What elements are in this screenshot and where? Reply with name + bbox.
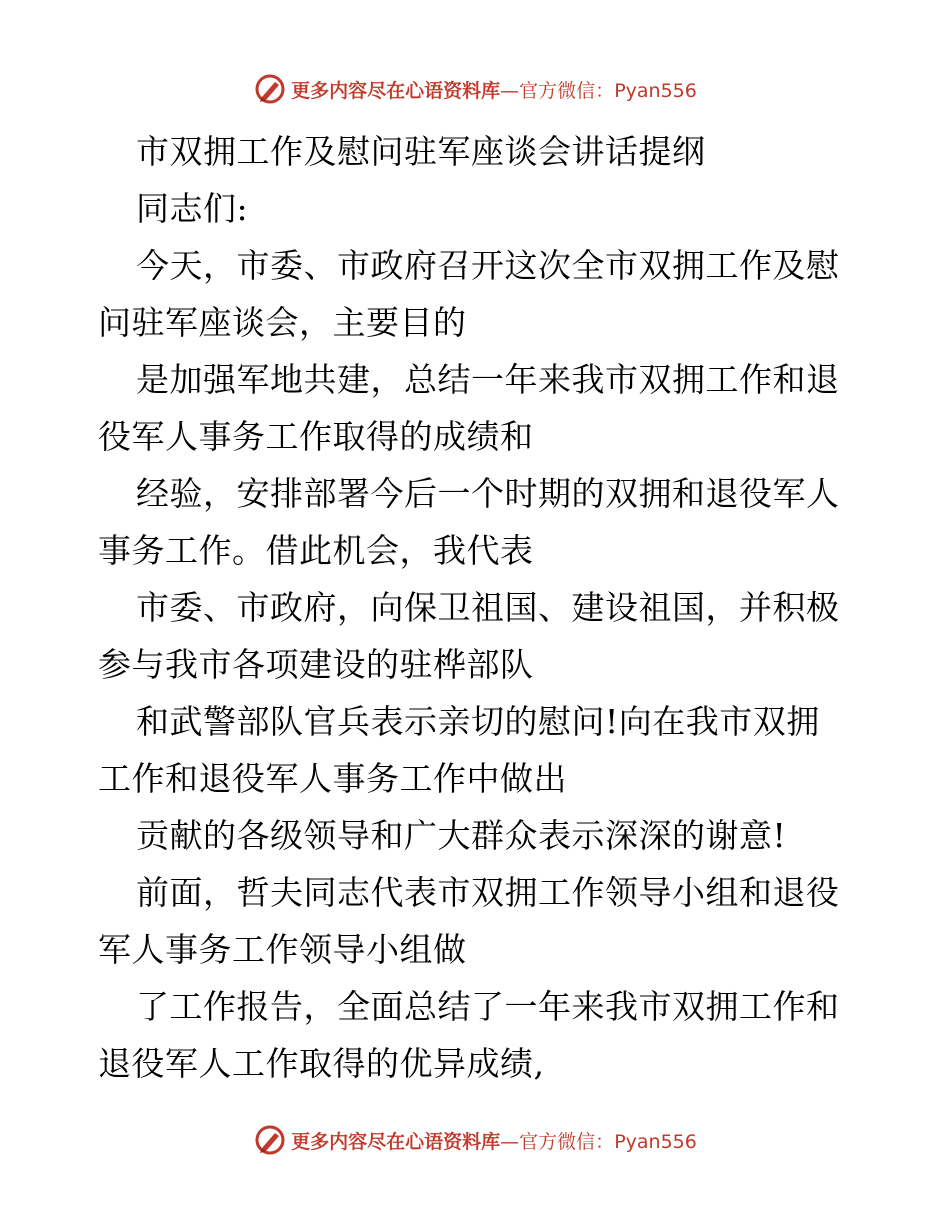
- header-brand-id: Pyan556: [614, 79, 697, 102]
- text-line: 和武警部队官兵表示亲切的慰问!向在我市双拥: [136, 702, 820, 741]
- footer-brand-official: 官方微信：: [519, 1130, 615, 1153]
- text-line: 市委、市政府，向保卫祖国、建设祖国，并积极: [136, 588, 840, 627]
- header-brand-separator: —: [500, 79, 520, 102]
- footer-brand-id: Pyan556: [614, 1130, 697, 1153]
- text-line: 了工作报告，全面总结了一年来我市双拥工作和: [136, 987, 840, 1026]
- text-line: 参与我市各项建设的驻桦部队: [98, 645, 534, 684]
- pen-logo-icon: [253, 1123, 287, 1157]
- text-line: 事务工作。借此机会，我代表: [98, 531, 534, 570]
- document-title: 市双拥工作及慰问驻军座谈会讲话提纲: [136, 132, 706, 171]
- header-brand-main: 更多内容尽在心语资料库: [291, 79, 501, 102]
- document-body: [98, 123, 858, 1092]
- footer-brand-separator: —: [500, 1130, 520, 1153]
- footer-watermark: [0, 1122, 950, 1158]
- salutation: 同志们:: [136, 189, 249, 228]
- pen-logo-icon: [253, 72, 287, 106]
- text-line: 今天，市委、市政府召开这次全市双拥工作及慰: [136, 246, 840, 285]
- text-line: 贡献的各级领导和广大群众表示深深的谢意!: [136, 816, 787, 855]
- text-line: 军人事务工作领导小组做: [98, 930, 467, 969]
- header-brand-official: 官方微信：: [519, 79, 615, 102]
- text-line: 经验，安排部署今后一个时期的双拥和退役军人: [136, 474, 840, 513]
- text-line: 前面，哲夫同志代表市双拥工作领导小组和退役: [136, 873, 840, 912]
- footer-brand-main: 更多内容尽在心语资料库: [291, 1130, 501, 1153]
- text-line: 是加强军地共建，总结一年来我市双拥工作和退: [136, 360, 840, 399]
- text-line: 役军人事务工作取得的成绩和: [98, 417, 534, 456]
- text-line: 退役军人工作取得的优异成绩,: [98, 1044, 545, 1083]
- text-line: 问驻军座谈会，主要目的: [98, 303, 467, 342]
- header-watermark: [0, 71, 950, 107]
- text-line: 工作和退役军人事务工作中做出: [98, 759, 567, 798]
- footer-brand-text: [291, 1127, 697, 1154]
- header-brand-text: [291, 76, 697, 103]
